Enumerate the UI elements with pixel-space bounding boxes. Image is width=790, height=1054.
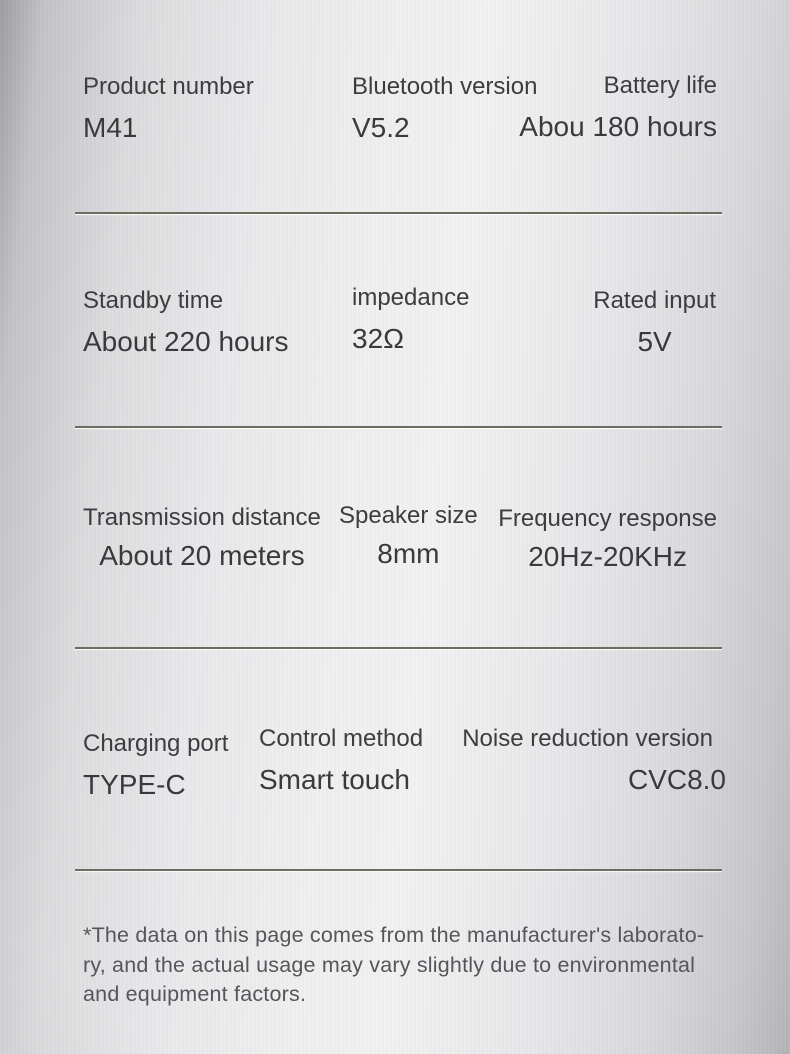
- spec-label: impedance: [352, 284, 470, 311]
- spec-label: Standby time: [83, 287, 224, 314]
- spec-cell-battery-life: [519, 71, 717, 145]
- spec-cell-charging-port: [83, 729, 228, 803]
- spec-value: About 20 meters: [99, 540, 305, 571]
- footnote-line: ry, and the actual usage may vary slightly due to environmental: [83, 952, 696, 977]
- spec-cell-rated-input: [593, 286, 716, 360]
- spec-value: CVC8.0: [627, 764, 726, 795]
- spec-value: Abou 180 hours: [519, 111, 717, 142]
- spec-value: Smart touch: [259, 764, 410, 795]
- spec-label: Transmission distance: [83, 504, 321, 531]
- spec-cell-standby-time: [83, 286, 289, 360]
- spec-label: Bluetooth version: [352, 73, 538, 100]
- spec-value: 8mm: [377, 538, 440, 569]
- spec-value: TYPE-C: [83, 769, 186, 800]
- divider: [75, 647, 722, 649]
- spec-cell-product-number: [83, 72, 254, 146]
- spec-label: Speaker size: [339, 502, 478, 529]
- spec-value: 32Ω: [352, 323, 405, 354]
- footnote-line: *The data on this page comes from the manufacturer's laborato-: [83, 923, 705, 947]
- spec-label: Rated input: [593, 287, 716, 314]
- spec-cell-transmission-distance: [83, 503, 321, 574]
- spec-label: Product number: [83, 73, 254, 100]
- divider: [75, 426, 722, 428]
- divider: [75, 212, 722, 214]
- spec-label: Noise reduction version: [462, 725, 713, 752]
- spec-cell-control-method: [259, 724, 423, 798]
- spec-cell-noise-reduction: [462, 724, 726, 798]
- spec-cell-impedance: [352, 283, 469, 357]
- spec-label: Battery life: [603, 72, 717, 99]
- spec-label: Frequency response: [498, 505, 717, 532]
- spec-label: Charging port: [83, 730, 229, 757]
- spec-label: Control method: [259, 725, 424, 752]
- divider: [75, 869, 722, 871]
- footnote-line: and equipment factors.: [83, 982, 307, 1006]
- spec-value: 5V: [637, 326, 672, 357]
- spec-value: V5.2: [352, 112, 410, 143]
- spec-cell-bluetooth-version: [352, 72, 537, 146]
- spec-cell-frequency-response: [498, 504, 717, 575]
- spec-value: 20Hz-20KHz: [528, 541, 687, 572]
- spec-cell-speaker-size: [339, 501, 478, 572]
- spec-value: About 220 hours: [83, 326, 289, 357]
- footnote: [83, 921, 704, 1010]
- spec-value: M41: [83, 112, 138, 143]
